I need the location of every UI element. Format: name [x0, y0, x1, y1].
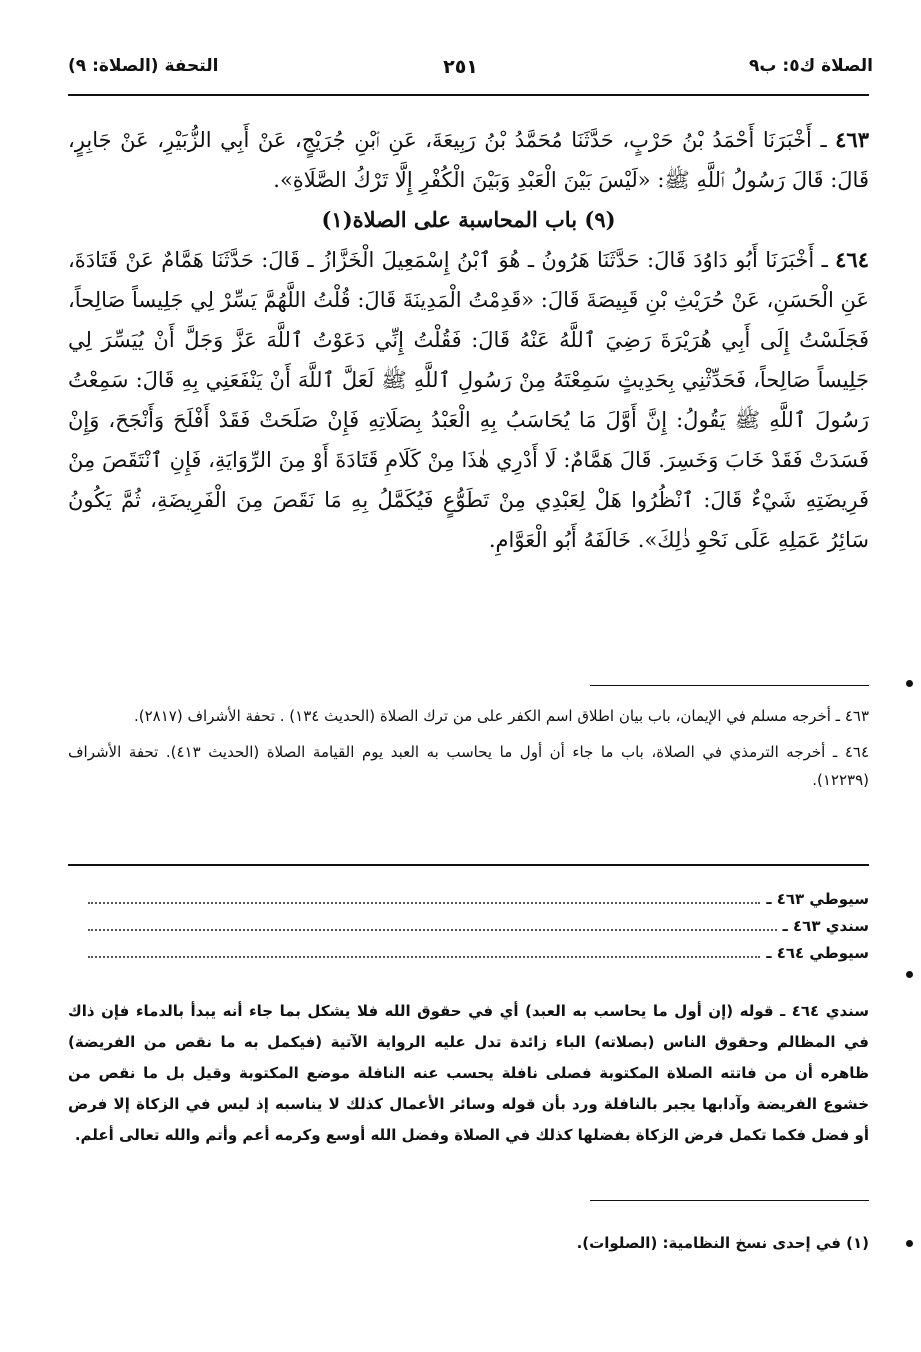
takhrij-notes: [68, 702, 869, 802]
margin-mark: [906, 1240, 913, 1247]
takhrij-divider: [590, 685, 869, 686]
main-text: [68, 120, 869, 560]
footnote: (١) في إحدى نسخ النظامية: (الصلوات).: [576, 1234, 869, 1252]
hadith-number: ٤٦٣: [835, 127, 869, 152]
commentary-divider: [68, 864, 869, 866]
chapter-title: (٩) باب المحاسبة على الصلاة(١): [321, 207, 616, 232]
dotted-leader: [88, 915, 777, 931]
ref-row: [88, 940, 869, 967]
takhrij-464: ٤٦٤ ـ أخرجه الترمذي في الصلاة، باب ما جاء أن أول ما يحاسب به العبد يوم القيامة الصلاة (الحديث ٤١٣). تحفة الأشراف (١٢٢٣٩).: [68, 743, 869, 789]
dotted-leader: [88, 942, 760, 958]
takhrij-463: ٤٦٣ ـ أخرجه مسلم في الإيمان، باب بيان اطلاق اسم الكفر على من ترك الصلاة (الحديث ١٣٤) . تحفة الأشراف (٢٨١٧).: [133, 707, 869, 725]
hadith-number: ٤٦٤: [835, 247, 869, 272]
commentary-refs: [88, 886, 869, 967]
margin-mark: [906, 971, 913, 978]
ref-row: [88, 886, 869, 913]
footnote-divider: [590, 1200, 869, 1201]
header-chapter-ref: الصلاة ك٥: ب٩: [749, 56, 873, 76]
hadith-464: [68, 240, 869, 560]
ref-label: سيوطي ٤٦٣ ـ: [766, 890, 869, 908]
margin-mark: [906, 680, 913, 687]
dotted-leader: [88, 888, 760, 904]
ref-label: سيوطي ٤٦٤ ـ: [766, 944, 869, 962]
hadith-text: ـ أَخْبَرَنَا أَحْمَدُ بْنُ حَرْبٍ، حَدَّثَنَا مُحَمَّدُ بْنُ رَبِيعَةَ، عَنِ ٱبْنِ جُرَيْجٍ، عَنْ أَبِي الزُّبَيْرِ، عَنْ جَابِرٍ، قَالَ: قَالَ رَسُولُ ٱللَّهِ ﷺ: «لَيْسَ بَيْنَ الْعَبْدِ وَبَيْنَ الْكُفْرِ إِلَّا تَرْكُ الصَّلَاةِ».: [68, 128, 869, 192]
hadith-text: ـ أَخْبَرَنَا أَبُو دَاوُدَ قَالَ: حَدَّثَنَا هَرُونُ ـ هُوَ ٱبْنُ إِسْمَعِيلَ الْخَزَّازُ ـ قَالَ: حَدَّثَنَا هَمَّامٌ عَنْ قَتَادَةَ، عَنِ الْحَسَنِ، عَنْ حُرَيْثِ بْنِ قَبِيصَةَ قَالَ: «قَدِمْتُ الْمَدِينَةَ قَالَ: قُلْتُ اللَّهُمَّ يَسِّرْ لِي جَلِيساً صَالِحاً، فَجَلَسْتُ إِلَى أَبِي هُرَيْرَةَ رَضِيَ ٱللَّهُ عَنْهُ قَالَ: فَقُلْتُ إِنِّي دَعَوْتُ ٱللَّهَ عَزَّ وَجَلَّ أَنْ يُيَسِّرَ لِي جَلِيساً صَالِحاً، فَحَدِّثْنِي بِحَدِيثٍ سَمِعْتَهُ مِنْ رَسُولِ ٱللَّهِ ﷺ لَعَلَّ ٱللَّهَ أَنْ يَنْفَعَنِي بِهِ قَالَ: سَمِعْتُ رَسُولَ ٱللَّهِ ﷺ يَقُولُ: إِنَّ أَوَّلَ مَا يُحَاسَبُ بِهِ الْعَبْدُ بِصَلَاتِهِ فَإِنْ صَلَحَتْ فَقَدْ أَفْلَحَ وَأَنْجَحَ، وَإِنْ فَسَدَتْ فَقَدْ خَابَ وَخَسِرَ. قَالَ هَمَّامٌ: لَا أَدْرِي هٰذَا مِنْ كَلَامِ قَتَادَةَ أَوْ مِنَ الرِّوَايَةِ، فَإِنِ ٱنْتَقَصَ مِنْ فَرِيضَتِهِ شَيْءٌ قَالَ: ٱنْظُرُوا هَلْ لِعَبْدِي مِنْ تَطَوُّعٍ فَيُكَمَّلُ بِهِ مَا نَقَصَ مِنَ الْفَرِيضَةِ، ثُمَّ يَكُونُ سَائِرُ عَمَلِهِ عَلَى نَحْوِ ذٰلِكَ». خَالَفَهُ أَبُو الْعَوَّامِ.: [68, 248, 869, 552]
hadith-463: [68, 120, 869, 200]
ref-row: [88, 913, 869, 940]
page-number: ٢٥١: [443, 56, 478, 78]
header-tuhfa-ref: التحفة (الصلاة: ٩): [68, 56, 219, 76]
sindi-commentary: سندي ٤٦٤ ـ قوله (إن أول ما يحاسب به العبد) أي في حقوق الله فلا يشكل بما جاء أنه يبدأ بالدماء فإن ذاك في المظالم وحقوق الناس (بصلاته) الباء زائدة تدل عليه الرواية الآتية (فيكمل به ما نقص من الفريضة) ظاهره أن من فاتته الصلاة المكتوبة فصلى نافلة يحسب عنه النافلة موضع المكتوبة وقيل بل ما نقص من خشوع الفريضة وآدابها يجبر بالنافلة ورد بأن قوله وسائر الأعمال كذلك لا يناسبه إذ ليس في الزكاة إلا فرض أو فضل فكما تكمل فرض الزكاة بفضلها كذلك في الصلاة وفضل الله أوسع وكرمه أعم وأتم والله تعالى أعلم.: [68, 1002, 869, 1144]
ref-label: سندي ٤٦٣ ـ: [782, 917, 869, 935]
header-divider: [68, 94, 869, 96]
